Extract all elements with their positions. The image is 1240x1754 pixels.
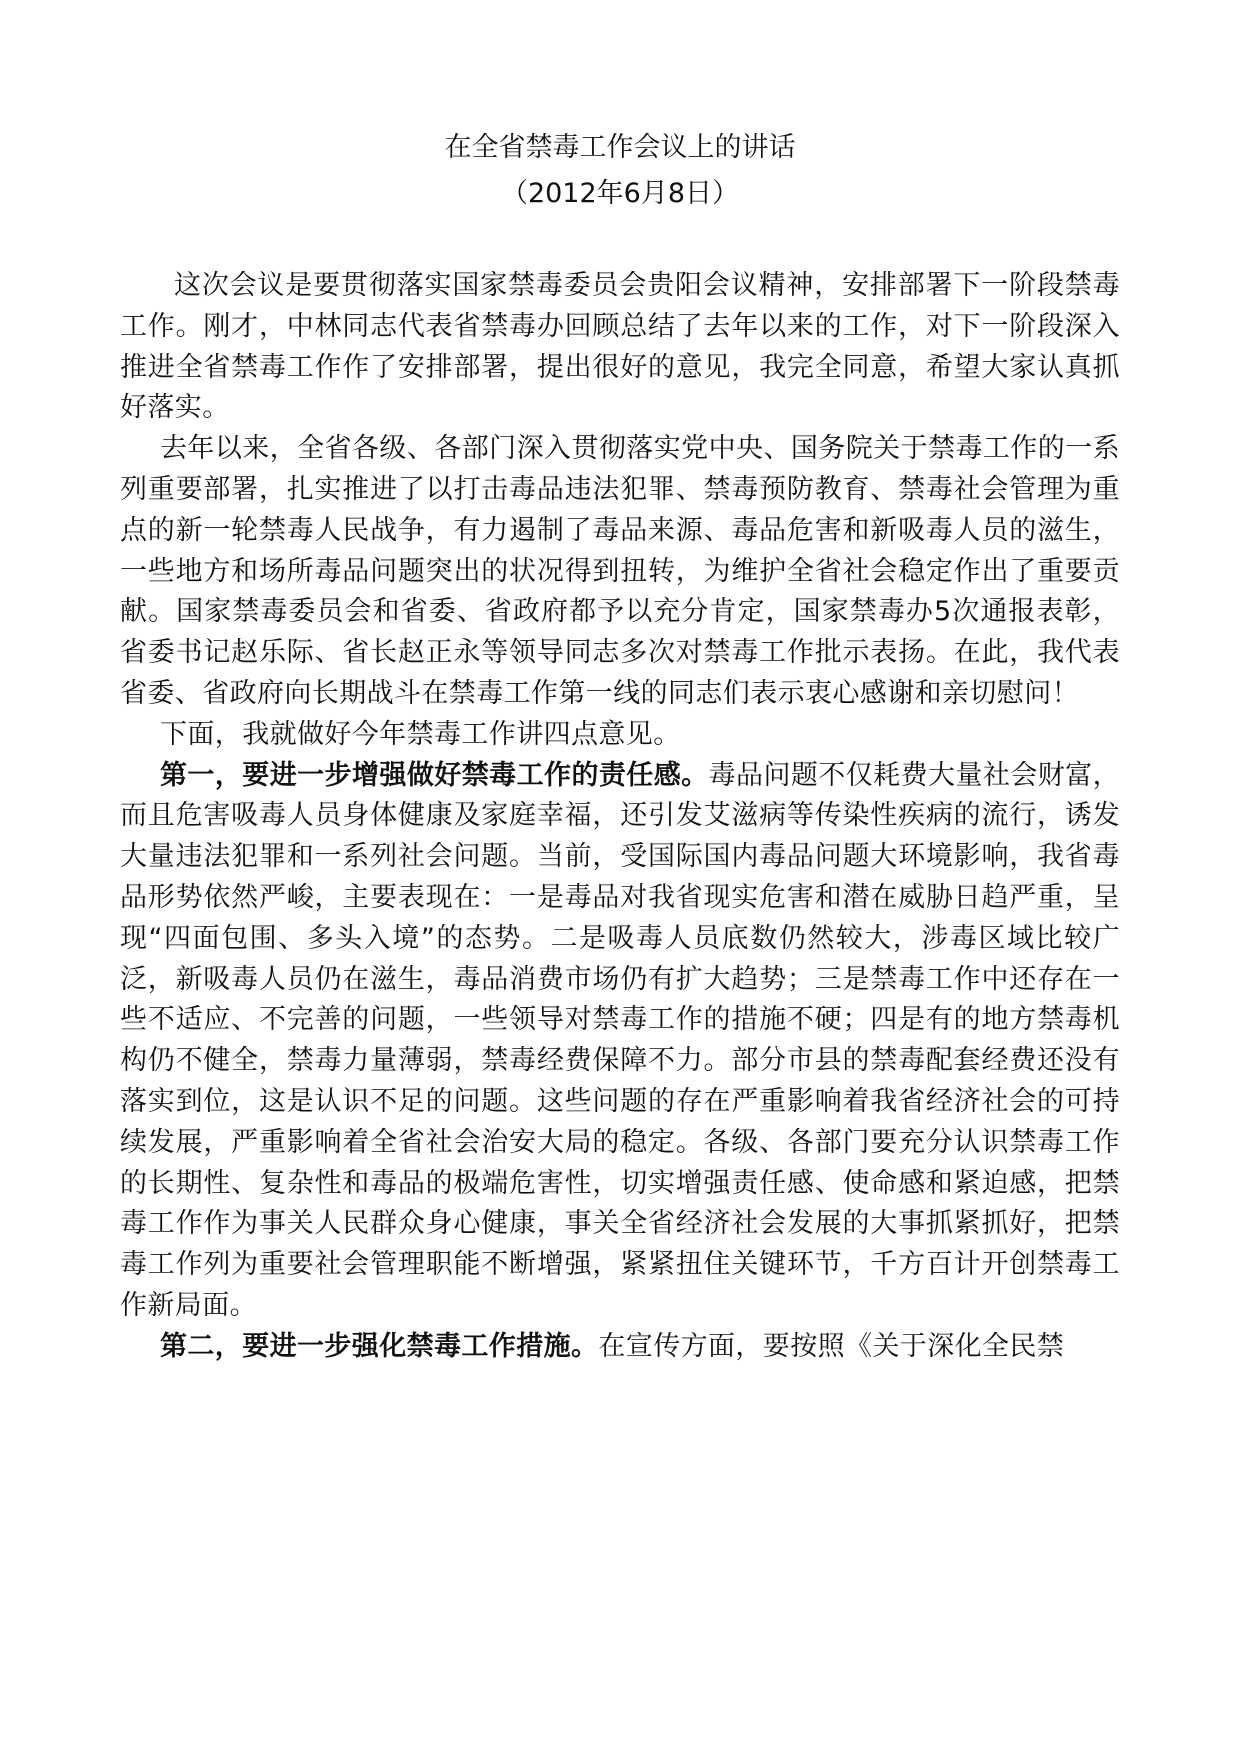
paragraph-text: 这次会议是要贯彻落实国家禁毒委员会贵阳会议精神，安排部署下一阶段禁毒工作。刚才，中林同志代表省禁毒办回顾总结了去年以来的工作，对下一阶段深入推进全省禁毒工作作了安排部署，提出很好的意见，我完全同意，希望大家认真抓好落实。 — [120, 270, 1120, 424]
document-title: 在全省禁毒工作会议上的讲话 — [444, 132, 796, 163]
document-body — [120, 266, 1120, 1368]
paragraph-text: 毒品问题不仅耗费大量社会财富，而且危害吸毒人员身体健康及家庭幸福，还引发艾滋病等传染性疾病的流行，诱发大量违法犯罪和一系列社会问题。当前，受国际国内毒品问题大环境影响，我省毒品形势依然严峻，主要表现在：一是毒品对我省现实危害和潜在威胁日趋严重，呈现“四面包围、多头入境”的态势。二是吸毒人员底数仍然较大，涉毒区域比较广泛，新吸毒人员仍在滋生，毒品消费市场仍有扩大趋势；三是禁毒工作中还存在一些不适应、不完善的问题，一些领导对禁毒工作的措施不硬；四是有的地方禁毒机构仍不健全，禁毒力量薄弱，禁毒经费保障不力。部分市县的禁毒配套经费还没有落实到位，这是认识不足的问题。这些问题的存在严重影响着我省经济社会的可持续发展，严重影响着全省社会治安大局的稳定。各级、各部门要充分认识禁毒工作的长期性、复杂性和毒品的极端危害性，切实增强责任感、使命感和紧迫感，把禁毒工作作为事关人民群众身心健康，事关全省经济社会发展的大事抓紧抓好，把禁毒工作列为重要社会管理职能不断增强，紧紧扭住关键环节，千方百计开创禁毒工作新局面。 — [120, 759, 1121, 1321]
paragraph-heading: 第二，要进一步强化禁毒工作措施。 — [160, 1330, 599, 1362]
paragraph-point-two — [120, 1327, 1120, 1368]
paragraph-transition — [120, 715, 1120, 756]
paragraph-intro — [120, 266, 1120, 429]
paragraph-achievements — [120, 429, 1120, 715]
paragraph-heading: 第一，要进一步增强做好禁毒工作的责任感。 — [160, 759, 709, 791]
paragraph-text: 下面，我就做好今年禁毒工作讲四点意见。 — [160, 718, 681, 750]
paragraph-point-one — [120, 756, 1120, 1327]
paragraph-text: 去年以来，全省各级、各部门深入贯彻落实党中央、国务院关于禁毒工作的一系列重要部署，扎实推进了以打击毒品违法犯罪、禁毒预防教育、禁毒社会管理为重点的新一轮禁毒人民战争，有力遏制了毒品来源、毒品危害和新吸毒人员的滋生，一些地方和场所毒品问题突出的状况得到扭转，为维护全省社会稳定作出了重要贡献。国家禁毒委员会和省委、省政府都予以充分肯定，国家禁毒办5次通报表彰，省委书记赵乐际、省长赵正永等领导同志多次对禁毒工作批示表扬。在此，我代表省委、省政府向长期战斗在禁毒工作第一线的同志们表示衷心感谢和亲切慰问！ — [120, 433, 1120, 709]
paragraph-text: 在宣传方面，要按照《关于深化全民禁 — [598, 1330, 1065, 1362]
document-date: （2012年6月8日） — [500, 178, 740, 209]
